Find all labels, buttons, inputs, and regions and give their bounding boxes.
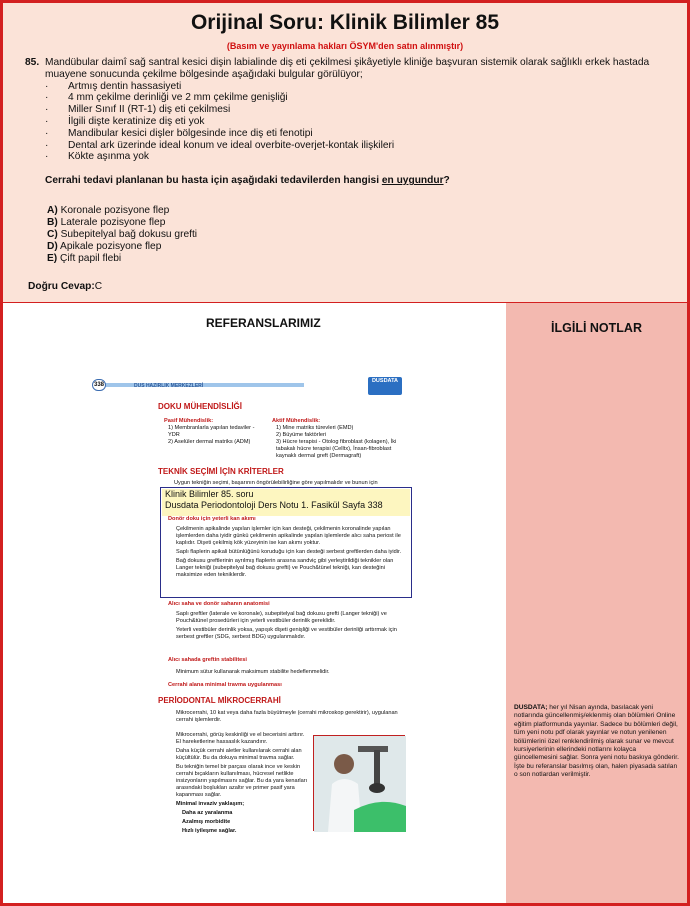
criteria-intro: Uygun tekniğin seçimi, başarının öngörülebilirliğine göre yapılmalıdır ve bunun için [174,480,378,486]
heading-teknik: TEKNİK SEÇİMİ İÇİN KRİTERLER [158,467,284,476]
passive-block: Pasif Mühendislik: 1) Membranlarla yapılan tedaviler -YDR 2) Aselüler dermal matriks (ADM) [164,418,255,445]
correct-answer: Doğru Cevap:C [28,281,103,292]
option-e[interactable]: E) Çift papil flebi [47,252,122,264]
question-panel [3,3,687,302]
finding-item: · Mandibular kesici dişler bölgesinde ince diş eti fenotipi [45,127,313,139]
options-list [47,205,197,265]
finding-item: · Artmış dentin hassasiyeti [45,80,182,92]
dusdata-logo: DUSDATA [368,377,402,395]
page-title: Orijinal Soru: Klinik Bilimler 85 [190,11,500,34]
recipient-text: Saplı greftler (laterale ve koronale), subepitelyal bağ dokusu grefti (Langer tekniği) ve Pouch&tünel prosedürleri için yeterli vestibüler derinlik gereklidir. Yeterli vestibüler derinlik yoksa, yapışık dişeti genişliği ve vestibüler derinliği arttırmak için serbest greftler (SDG, serbest BDG) uygulanmalıdır. [176,611,397,640]
recipient-title: Alıcı saha ve donör sahanın anatomisi [168,601,270,607]
heading-mikro: PERİODONTAL MİKROCERRAHİ [158,696,281,705]
donor-title: Donör doku için yeterli kan akımı [168,516,256,522]
micro-list: Mikrocerrahi, görüş keskinliği ve el becerisini arttırır. El hareketlerine hassaslık kazandırır. Daha küçük cerrahi aletler kullanılarak cerrahi alan küçültülür. Bu da dokuya minimal travma sağlar. Bu tekniğin temel bir parçası olarak ince ve keskin cerrahi bıçakların kullanılması, hücresel netlikte insizyonların yapılmasını sağlar. Bu da yara kenarları arasındaki boşlukları azaltır ve primer pasif yara kapanması sağlar. Minimal invaziv yaklaşım; Daha az yaralanma Azalmış morbidite Hızlı iyileşme sağlar. [176,732,308,834]
references-title: REFERANSLARIMIZ [206,316,321,330]
question-stem: Mandübular daimî sağ santral kesici dişin labialinde diş eti çekilmesi şikâyetiyle kliniğe başvuran sistemik olarak sağlıklı erkek hastada muayene sonucunda çekilme bölgesinde aşağıdaki bulgular görülüyor; [45,57,650,80]
finding-item: · 4 mm çekilme derinliği ve 2 mm çekilme genişliği [45,92,288,104]
surgeon-microscope-image [314,736,406,832]
copyright-notice: (Basım ve yayınlama hakları ÖSYM'den satın alınmıştır) [226,41,464,51]
option-a[interactable]: A) Koronale pozisyone flep [47,205,170,216]
running-head: DUS HAZIRLIK MERKEZLERİ [134,383,204,389]
donor-text: Çekilmenin apikalinde yapılan işlemler için kan desteği, çekilmenin koronalinde yapılan işlemlerden daha iyidir günkü çekilmenin apikalinde yapılan işlemlerde alıcı saha periost ile kaplıdır. Dişeti çekilmiş kök yüzeyinin ise kan akımı yoktur. Saplı flaplerin apikali bütünlüğünü koruduğu için kan desteği serbest greftlerden daha iyidir. Bağ dokusu greftlerinin ayrılmış flaplerin arasına sandviç gibi yerleştirildiği teknikler olan Langer tekniği (subepitelyal bağ dokusu grefti) ve Pouch&tünel tekniği, kan desteğini maksimize eden tekniklerdir. [176,526,402,578]
finding-item: · Kökte aşınma yok [45,151,149,163]
page-number: 338 [92,379,106,391]
highlight-caption: Klinik Bilimler 85. soru Dusdata Periodontoloji Ders Notu 1. Fasikül Sayfa 338 [162,489,410,516]
option-b[interactable]: B) Laterale pozisyone flep [47,216,166,228]
question-number: 85. [25,57,40,68]
stability-text: Minimum sütur kullanarak maksimum stabilite hedeflenmelidir. [176,669,330,675]
notes-title: İLGİLİ NOTLAR [551,321,642,335]
trauma-title: Cerrahi alana minimal travma uygulanması [168,682,282,688]
finding-item: · İlgili dişte keratinize diş eti yok [45,115,205,127]
notes-text: DUSDATA; her yıl Nisan ayında, basılacak yeni notlarında güncellenmiş/eklenmiş olan bölümleri Online eğitim platformunda yayınlar. Sadece bu bölümleri değil, tüm yeni notu pdf olarak yayınlar ve notun yenilenen bölümlerini özel renklendirilmiş olarak sunar ve mevcut kursiyerlerinin ellerindeki notlarını kolayca güncellemesini sağlar. Sonra yeni notu baskıya gönderir. İşte bu referanslar basılmış olan, halen piyasada satılan o son notlardan verilmiştir. [514,704,679,779]
stability-title: Alıcı sahada greftin stabilitesi [168,657,247,663]
question-block [25,57,665,187]
finding-item: · Dental ark üzerinde ideal konum ve ideal overbite-overjet-kontak ilişkileri [45,139,395,151]
active-block: Aktif Mühendislik: 1) Mine matriks türevleri (EMD) 2) Büyüme faktörleri 3) Hücre terapisi - Otolog fibroblast (kolagen), İki tabakalı hücre terapisi (Celltx), İnsan-fibroblast kaynaklı dermal greft (Dermagraft) [272,418,397,459]
heading-doku: DOKU MÜHENDİSLİĞİ [158,402,242,411]
option-c[interactable]: C) Subepitelyal bağ dokusu grefti [47,228,198,240]
question-prompt: Cerrahi tedavi planlanan bu hasta için aşağıdaki tedavilerden hangisi en uygundur? [45,175,450,187]
microscope-photo [313,735,405,831]
micro-b1: Mikrocerrahi, 10 kat veya daha fazla büyütmeyle (cerrahi mikroskop gerektirir), uygulanan cerrahi işlemlerdir. [176,710,398,723]
finding-item: · Miller Sınıf II (RT-1) diş eti çekilmesi [45,104,231,116]
option-d[interactable]: D) Apikale pozisyone flep [47,240,162,252]
notes-panel [506,303,687,903]
